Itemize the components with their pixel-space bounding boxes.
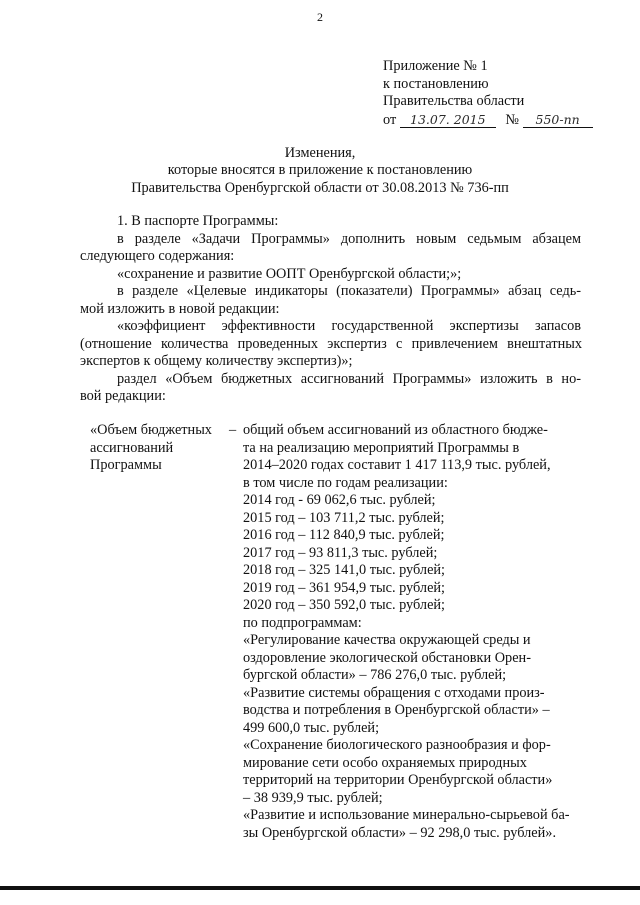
body-line: 1. В паспорте Программы: (117, 213, 279, 229)
document-subtitle-1: которые вносятся в приложение к постановлению (167, 162, 473, 178)
passport-value-line: 2014–2020 годах составит 1 417 113,9 тыс. рублей, (243, 457, 551, 473)
passport-value-line: 2020 год – 350 592,0 тыс. рублей; (243, 597, 446, 613)
passport-value-line: 499 600,0 тыс. рублей; (243, 720, 380, 736)
passport-value-line: 2014 год - 69 062,6 тыс. рублей; (243, 492, 436, 508)
passport-value-line: «Регулирование качества окружающей среды и (243, 632, 531, 648)
body-line: следующего содержания: (80, 248, 235, 264)
annex-number-label: № (505, 112, 520, 128)
body-line: в разделе «Целевые индикаторы (показатели) Программы» абзац седь- (117, 283, 581, 299)
passport-value-line: 2015 год – 103 711,2 тыс. рублей; (243, 510, 445, 526)
handwritten-number-text: 550-пп (535, 112, 580, 127)
body-line: экспертов к общему количеству экспертиз)»; (80, 353, 353, 369)
annex-line-3: Правительства области (383, 93, 525, 109)
passport-value-line: 2016 год – 112 840,9 тыс. рублей; (243, 527, 445, 543)
body-line: «сохранение и развитие ООПТ Оренбургской области;»; (117, 266, 462, 282)
annex-line-2: к постановлению (383, 76, 489, 92)
passport-value-line: в том числе по годам реализации: (243, 475, 448, 491)
body-line: «коэффициент эффективности государственной экспертизы запасов (117, 318, 581, 334)
handwritten-number (523, 111, 593, 128)
passport-dash: – (229, 422, 237, 438)
body-line: раздел «Объем бюджетных ассигнований Программы» изложить в но- (117, 371, 581, 387)
bottom-border-rule (0, 886, 640, 890)
body-line: вой редакции: (80, 388, 166, 404)
body-line: (отношение количества проведенных экспертиз с привлечением внештатных (80, 336, 582, 352)
annex-date-number-line (383, 111, 593, 130)
passport-value-line: бургской области» – 786 276,0 тыс. рублей; (243, 667, 507, 683)
handwritten-date-text: 13.07. 2015 (410, 112, 486, 127)
passport-value-line: зы Оренбургской области» – 92 298,0 тыс. рублей». (243, 825, 557, 841)
body-line: мой изложить в новой редакции: (80, 301, 280, 317)
passport-label-line: «Объем бюджетных (90, 422, 212, 438)
body-line: в разделе «Задачи Программы» дополнить новым седьмым абзацем (117, 231, 581, 247)
passport-value-line: – 38 939,9 тыс. рублей; (243, 790, 383, 806)
passport-value-line: 2019 год – 361 954,9 тыс. рублей; (243, 580, 446, 596)
passport-value-line: «Развитие системы обращения с отходами произ- (243, 685, 545, 701)
passport-value-line: 2017 год – 93 811,3 тыс. рублей; (243, 545, 438, 561)
passport-value-line: по подпрограммам: (243, 615, 362, 631)
page-number: 2 (317, 10, 323, 24)
passport-value-line: общий объем ассигнований из областного бюдже- (243, 422, 548, 438)
passport-label-line: ассигнований (90, 440, 174, 456)
passport-value-line: оздоровление экологической обстановки Орен- (243, 650, 531, 666)
annex-from-label: от (383, 112, 397, 128)
passport-value-line: «Развитие и использование минерально-сырьевой ба- (243, 807, 570, 823)
passport-value-line: территорий на территории Оренбургской области» (243, 772, 553, 788)
handwritten-date (400, 111, 496, 128)
passport-value-line: мирование сети особо охраняемых природных (243, 755, 527, 771)
annex-line-1: Приложение № 1 (383, 58, 488, 74)
document-subtitle-2: Правительства Оренбургской области от 30.08.2013 № 736-пп (131, 180, 509, 196)
passport-value-line: 2018 год – 325 141,0 тыс. рублей; (243, 562, 446, 578)
passport-value-line: водства и потребления в Оренбургской области» – (243, 702, 550, 718)
document-title: Изменения, (284, 145, 356, 161)
passport-label-line: Программы (90, 457, 162, 473)
passport-value-line: «Сохранение биологического разнообразия и фор- (243, 737, 551, 753)
passport-value-line: та на реализацию мероприятий Программы в (243, 440, 520, 456)
